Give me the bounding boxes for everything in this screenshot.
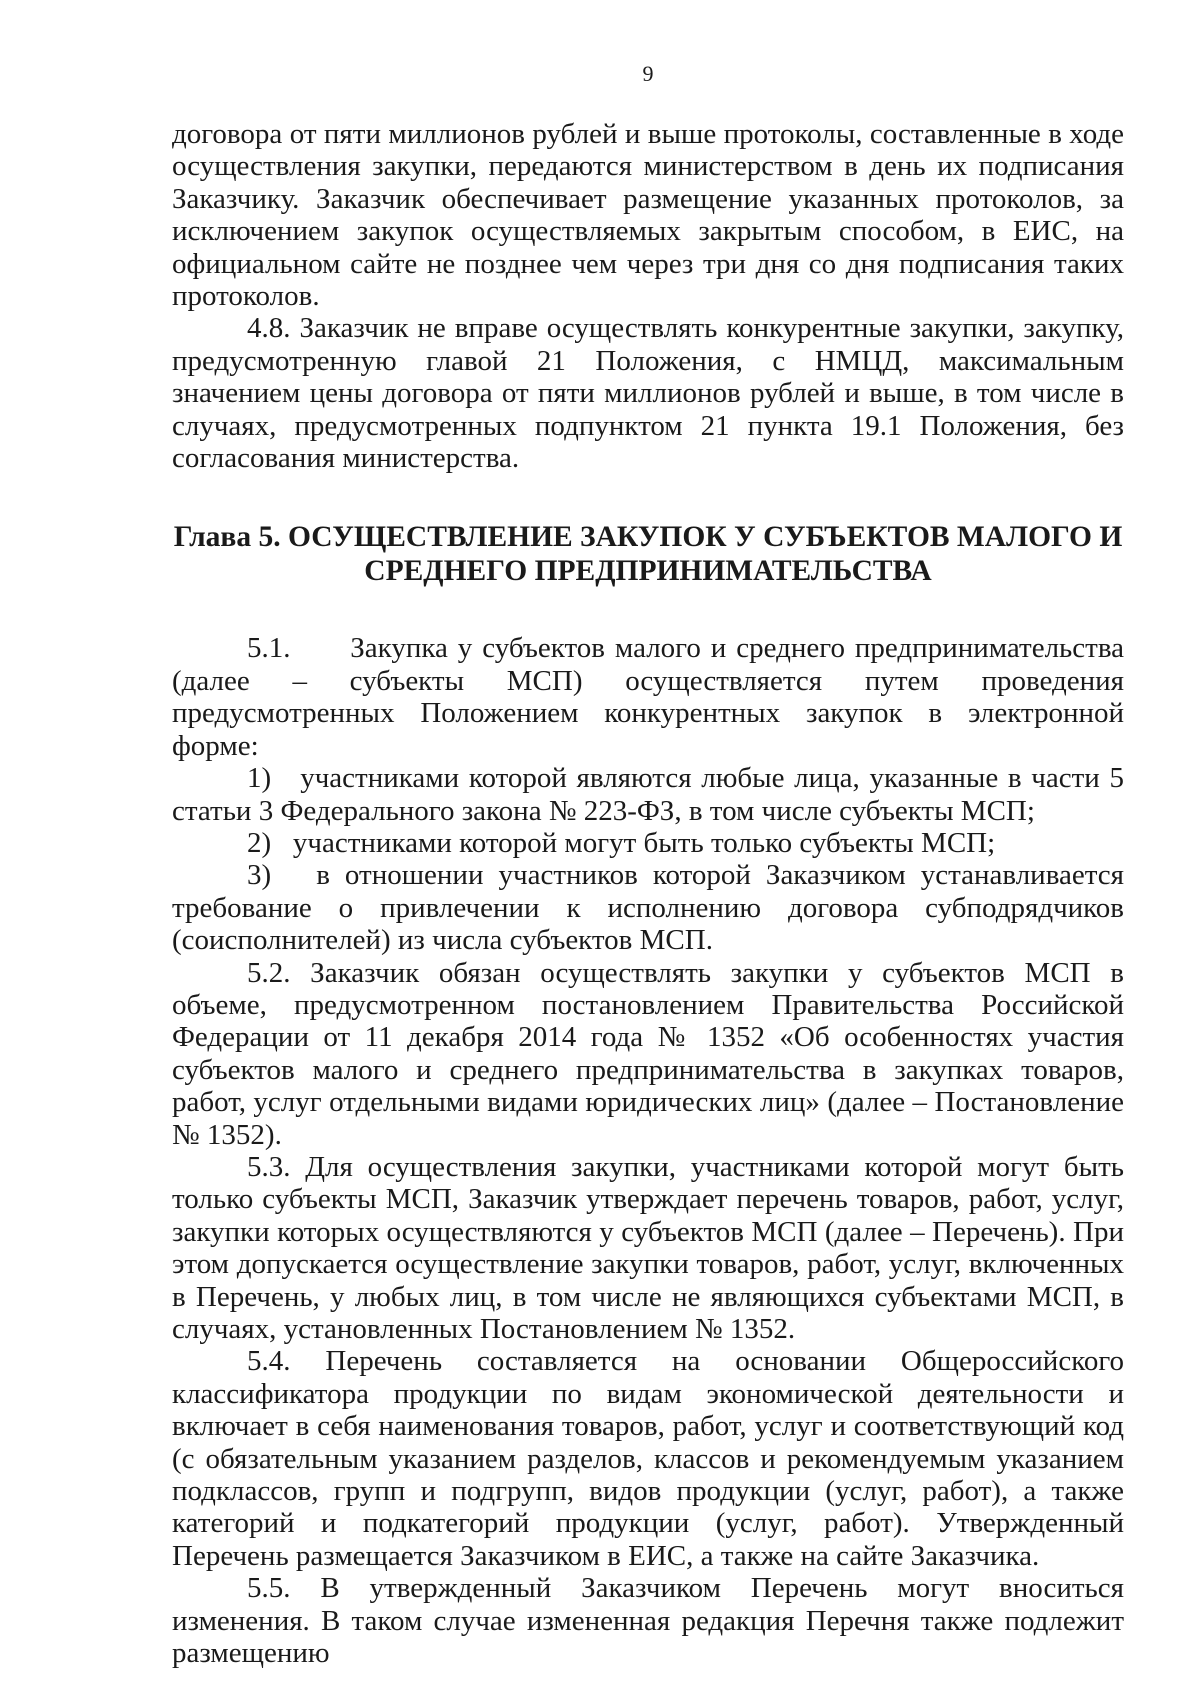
paragraph-5-4: 5.4. Перечень составляется на основании Общероссийского классификатора продукции по видам экономической деятельности и включает в себя наименования товаров, работ, услуг и соответствующий код (с обязательным указанием разделов, классов и рекомендуемым указанием подклассов, групп и подгрупп, видов продукции (услуг, работ), а также категорий и подкатегорий продукции (услуг, работ). Утвержденный Перечень размещается Заказчиком в ЕИС, а также на сайте Заказчика. [172, 1345, 1132, 1572]
chapter-heading-line-1: Глава 5. ОСУЩЕСТВЛЕНИЕ ЗАКУПОК У СУБЪЕКТОВ МАЛОГО И [173, 521, 1123, 554]
list-item-3: 3) в отношении участников которой Заказчиком устанавливается требование о привлечении к исполнению договора субподрядчиков (соисполнителей) из числа субъектов МСП. [172, 859, 1132, 957]
paragraph-5-3: 5.3. Для осуществления закупки, участниками которой могут быть только субъекты МСП, Заказчик утверждает перечень товаров, работ, услуг, закупки которых осуществляются у субъектов МСП (далее – Перечень). При этом допускается осуществление закупки товаров, работ, услуг, включенных в Перечень, у любых лиц, в том числе не являющихся субъектами МСП, в случаях, установленных Постановлением № 1352. [172, 1150, 1124, 1345]
paragraph-continuation: договора от пяти миллионов рублей и выше протоколы, составленные в ходе осуществления закупки, передаются министерством в день их подписания Заказчику. Заказчик обеспечивает размещение указанных протоколов, за исключением закупок осуществляемых закрытым способом, в ЕИС, на официальном сайте не позднее чем через три дня со дня подписания таких протоколов. [172, 118, 1124, 313]
paragraph-4-8: 4.8. Заказчик не вправе осуществлять конкурентные закупки, закупку, предусмотренную главой 21 Положения, с НМЦД, максимальным значением цены договора от пяти миллионов рублей и выше, в том числе в случаях, предусмотренных подпунктом 21 пункта 19.1 Положения, без согласования министерства. [172, 312, 1124, 475]
document-page [172, 60, 1132, 1670]
page-number: 9 [642, 61, 654, 86]
chapter-heading-line-2: СРЕДНЕГО ПРЕДПРИНИМАТЕЛЬСТВА [364, 555, 932, 588]
list-item-1: 1) участниками которой являются любые лица, указанные в части 5 статьи 3 Федерального закона № 223-ФЗ, в том числе субъекты МСП; [172, 762, 1132, 827]
paragraph-5-5: 5.5. В утвержденный Заказчиком Перечень могут вноситься изменения. В таком случае измененная редакция Перечня также подлежит размещению [172, 1572, 1124, 1670]
paragraph-5-2: 5.2. Заказчик обязан осуществлять закупки у субъектов МСП в объеме, предусмотренном постановлением Правительства Российской Федерации от 11 декабря 2014 года № 1352 «Об особенностях участия субъектов малого и среднего предпринимательства в закупках товаров, работ, услуг отдельными видами юридических лиц» (далее – Постановление № 1352). [172, 956, 1124, 1151]
chapter-heading [172, 520, 1124, 588]
list-item-2: 2) участниками которой могут быть только субъекты МСП; [247, 826, 996, 859]
paragraph-5-1: 5.1. Закупка у субъектов малого и среднего предпринимательства (далее – субъекты МСП) осуществляется путем проведения предусмотренных Положением конкурентных закупок в электронной форме: [172, 632, 1132, 762]
